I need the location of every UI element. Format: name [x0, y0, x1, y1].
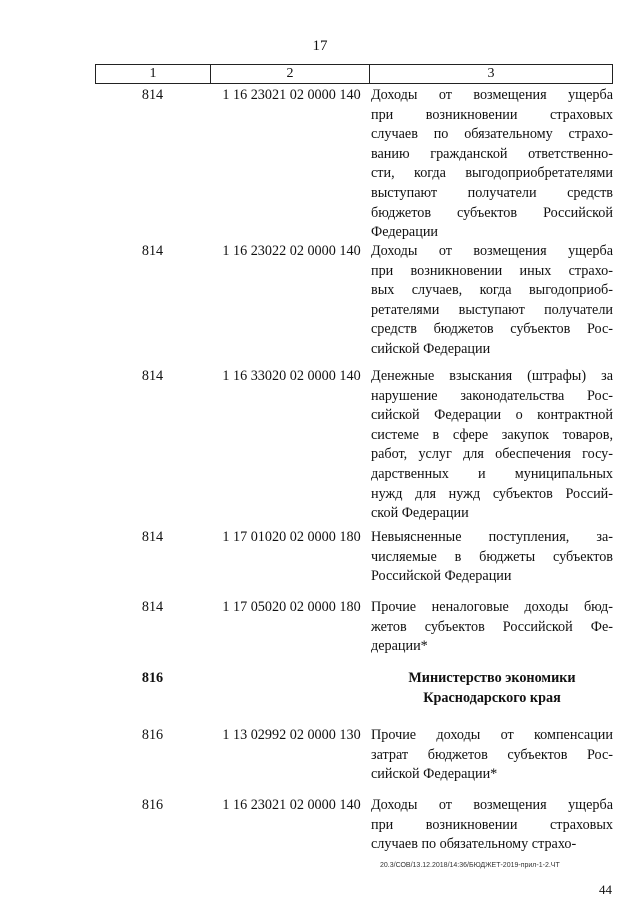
description-line: сти, когда выгодоприобретателями [371, 165, 613, 182]
income-description [371, 598, 613, 657]
admin-code: 814 [141, 368, 164, 384]
admin-code: 816 [141, 797, 164, 813]
description-line: Доходы от возмещения ущерба [371, 87, 613, 103]
description-line: ской Федерации [371, 505, 469, 522]
budget-code: 1 13 02992 02 0000 130 [222, 727, 361, 743]
description-line: бюджетов субъектов Российской [371, 204, 613, 221]
description-line: случаев по обязательному страхо- [371, 836, 577, 853]
description-line: выступают получатели средств [371, 184, 613, 201]
budget-code: 1 16 23021 02 0000 140 [222, 87, 361, 103]
page-number-bottom: 44 [599, 882, 612, 897]
description-line: Денежные взыскания (штрафы) за [371, 368, 613, 384]
admin-code: 814 [141, 599, 164, 615]
description-line: сийской Федерации [371, 340, 491, 357]
description-line: Прочие неналоговые доходы бюд- [371, 599, 613, 615]
description-line: дарственных и муниципальных [371, 465, 613, 482]
admin-code: 814 [141, 529, 164, 545]
budget-code: 1 16 33020 02 0000 140 [222, 368, 361, 384]
income-description [371, 242, 613, 360]
description-line: ретателями выступают получатели [371, 301, 613, 318]
income-description [371, 86, 613, 243]
description-line: Доходы от возмещения ущерба [371, 797, 613, 813]
description-line: сийской Федерации* [371, 766, 498, 783]
ministry-name [371, 669, 613, 708]
description-line: при возникновении иных страхо- [371, 262, 613, 279]
table-header [95, 64, 613, 84]
description-line: Невыясненные поступления, за- [371, 529, 613, 545]
admin-code: 814 [141, 87, 164, 103]
description-line: жетов субъектов Российской Фе- [371, 618, 613, 635]
header-col-3: 3 [487, 66, 495, 81]
description-line: Краснодарского края [423, 689, 561, 706]
admin-code: 814 [141, 243, 164, 259]
description-line: средств бюджетов субъектов Рос- [371, 321, 613, 338]
description-line: ванию гражданской ответственно- [371, 145, 613, 162]
header-col-2: 2 [211, 65, 370, 83]
description-line: дерации* [371, 638, 428, 655]
income-description [371, 528, 613, 587]
footer-file-note: 20.3/СОВ/13.12.2018/14:36/БЮДЖЕТ-2019-прил-1-2.ЧТ [380, 862, 560, 869]
description-line: Министерство экономики [408, 670, 576, 686]
description-line: сийской Федерации о контрактной [371, 407, 613, 424]
admin-code: 816 [141, 670, 164, 686]
income-description [371, 726, 613, 785]
income-description [371, 367, 613, 524]
description-line: Федерации [371, 224, 439, 241]
page-number-top: 17 [312, 38, 328, 54]
budget-code: 1 17 01020 02 0000 180 [222, 529, 361, 545]
description-line: системе в сфере закупок товаров, [371, 426, 613, 443]
budget-code: 1 17 05020 02 0000 180 [222, 599, 361, 615]
description-line: вых случаев, когда выгодоприоб- [371, 282, 613, 299]
description-line: Прочие доходы от компенсации [371, 727, 613, 743]
description-line: числяемые в бюджеты субъектов [371, 548, 613, 565]
description-line: Доходы от возмещения ущерба [371, 243, 613, 259]
description-line: затрат бюджетов субъектов Рос- [371, 746, 613, 763]
description-line: при возникновении страховых [371, 816, 613, 833]
budget-code: 1 16 23022 02 0000 140 [222, 243, 361, 259]
budget-code: 1 16 23021 02 0000 140 [222, 797, 361, 813]
income-description [371, 796, 613, 855]
description-line: работ, услуг для обеспечения госу- [371, 446, 613, 463]
description-line: случаев по обязательному страхо- [371, 126, 613, 143]
description-line: нужд для нужд субъектов Россий- [371, 485, 613, 502]
admin-code: 816 [141, 727, 164, 743]
description-line: Российской Федерации [371, 568, 512, 585]
header-col-1: 1 [96, 65, 211, 83]
description-line: при возникновении страховых [371, 106, 613, 123]
description-line: нарушение законодательства Рос- [371, 387, 613, 404]
